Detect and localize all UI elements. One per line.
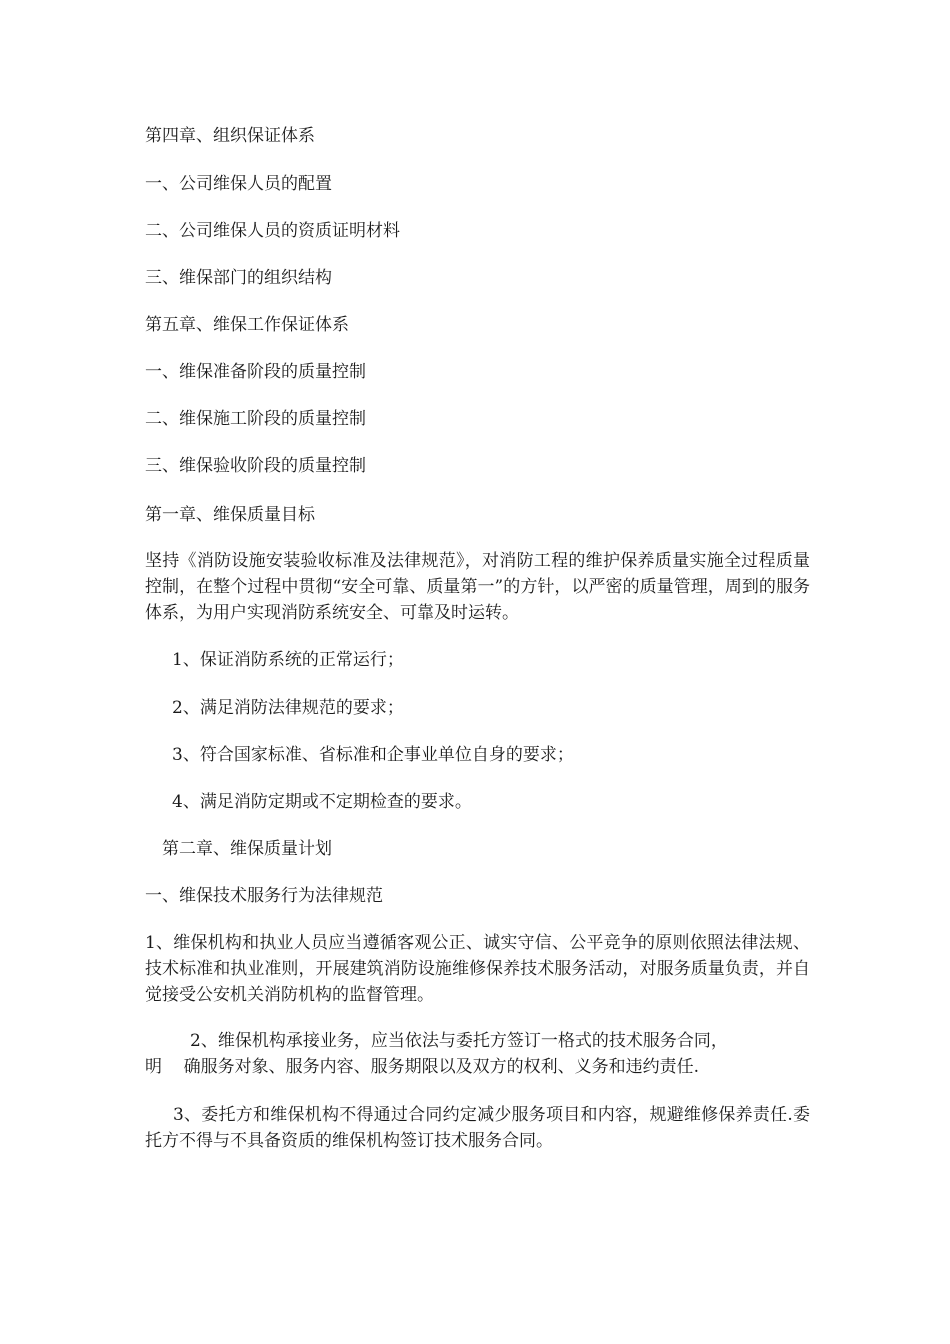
- goal-item-3: 3、符合国家标准、省标准和企事业单位自身的要求；: [172, 745, 574, 765]
- chapter-1-title: 第一章、维保质量目标: [145, 505, 315, 525]
- goal-item-4: 4、满足消防定期或不定期检查的要求。: [172, 792, 472, 812]
- goal-item-1: 1、保证消防系统的正常运行；: [172, 650, 404, 670]
- goal-item-2: 2、满足消防法律规范的要求；: [172, 698, 404, 718]
- toc-chapter-4-item-2: 二、公司维保人员的资质证明材料: [145, 221, 400, 241]
- toc-chapter-5: 第五章、维保工作保证体系: [145, 315, 349, 335]
- chapter-2-section-1-title: 一、维保技术服务行为法律规范: [145, 886, 383, 906]
- toc-chapter-5-item-2: 二、维保施工阶段的质量控制: [145, 409, 366, 429]
- chapter-1-intro: 坚持《消防设施安装验收标准及法律规范》，对消防工程的维护保养质量实施全过程质量控制，在整个过程中贯彻“安全可靠、质量第一”的方针，以严密的质量管理，周到的服务体系，为用户实现消防系统安全、可靠及时运转。: [145, 551, 810, 623]
- chapter-2-title: 第二章、维保质量计划: [162, 839, 332, 859]
- toc-chapter-4: 第四章、组织保证体系: [145, 126, 315, 146]
- chapter-2-paragraph-2-line-2: 明 确服务对象、服务内容、服务期限以及双方的权利、义务和违约责任.: [145, 1057, 700, 1077]
- toc-chapter-5-item-3: 三、维保验收阶段的质量控制: [145, 456, 366, 476]
- chapter-2-paragraph-2-line-1: 2、维保机构承接业务，应当依法与委托方签订一格式的技术服务合同，: [190, 1031, 728, 1051]
- chapter-2-paragraph-3: 3、委托方和维保机构不得通过合同约定减少服务项目和内容，规避维修保养责任.委托方不得与不具备资质的维保机构签订技术服务合同。: [145, 1105, 810, 1151]
- toc-chapter-4-item-3: 三、维保部门的组织结构: [145, 268, 332, 288]
- toc-chapter-4-item-1: 一、公司维保人员的配置: [145, 174, 332, 194]
- toc-chapter-5-item-1: 一、维保准备阶段的质量控制: [145, 362, 366, 382]
- chapter-2-paragraph-1: 1、维保机构和执业人员应当遵循客观公正、诚实守信、公平竞争的原则依照法律法规、技术标准和执业准则，开展建筑消防设施维修保养技术服务活动，对服务质量负责，并自觉接受公安机关消防机构的监督管理。: [145, 933, 810, 1005]
